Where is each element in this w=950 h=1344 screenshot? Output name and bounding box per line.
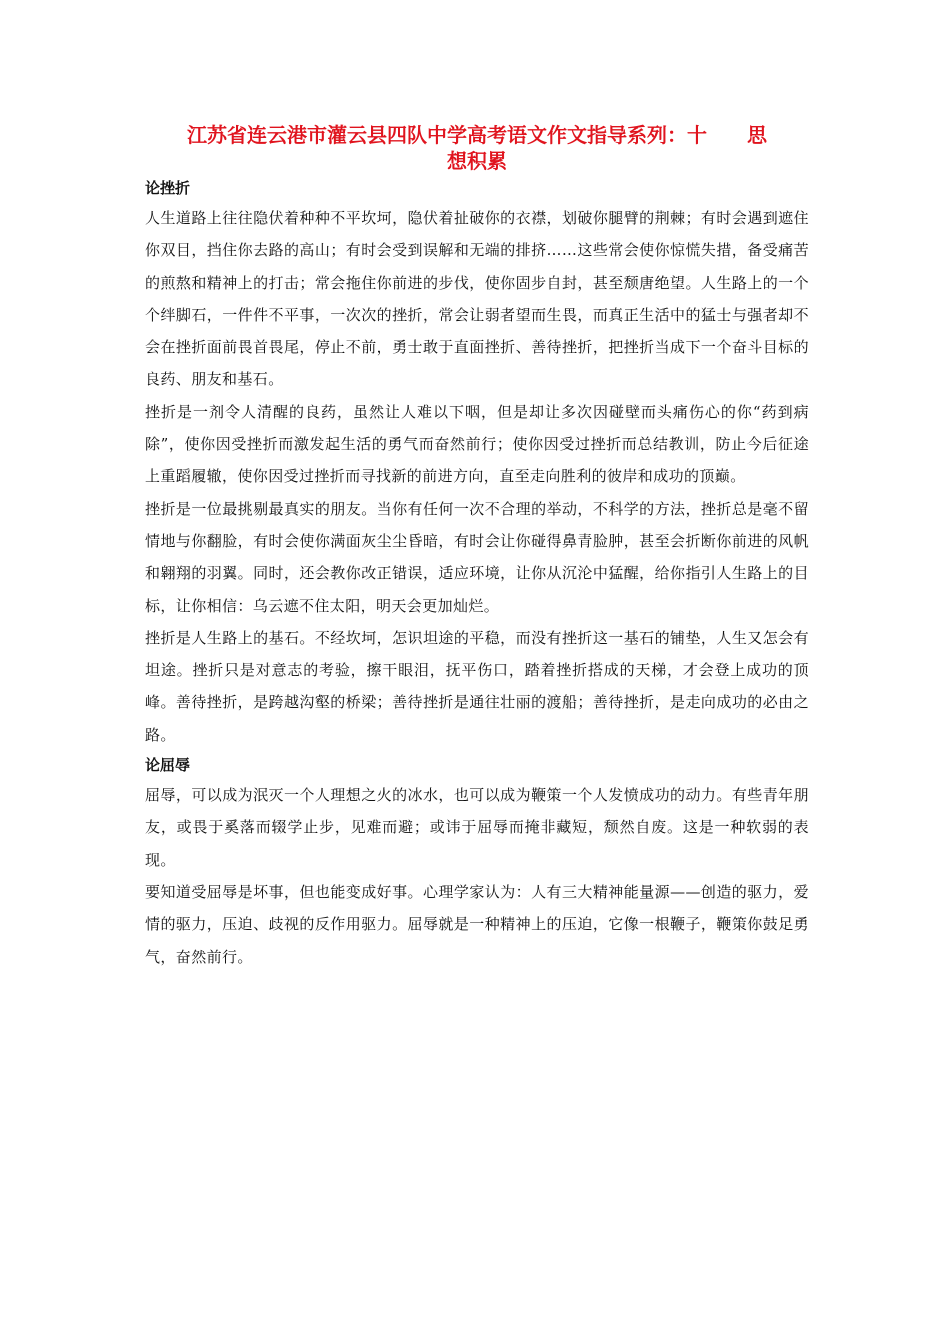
document-title — [145, 122, 809, 174]
section-heading: 论挫折 — [145, 179, 191, 197]
section-on-humiliation — [145, 753, 809, 973]
paragraph: 挫折是一剂令人清醒的良药，虽然让人难以下咽，但是却让多次因碰壁而头痛伤心的你“药到病除”，使你因受挫折而激发起生活的勇气而奋然前行；使你因受过挫折而总结教训，防止今后征途上重蹈履辙，使你因受过挫折而寻找新的前进方向，直至走向胜利的彼岸和成功的顶巅。 — [145, 402, 809, 486]
section-on-setbacks — [145, 176, 809, 751]
paragraph: 要知道受屈辱是坏事，但也能变成好事。心理学家认为：人有三大精神能量源——创造的驱力，爱情的驱力，压迫、歧视的反作用驱力。屈辱就是一种精神上的压迫，它像一根鞭子，鞭策你鼓足勇气，奋然前行。 — [145, 882, 809, 966]
paragraph: 人生道路上往往隐伏着种种不平坎坷，隐伏着扯破你的衣襟，划破你腿臂的荆棘；有时会遇到遮住你双目，挡住你去路的高山；有时会受到误解和无端的排挤……这些常会使你惊慌失措，备受痛苦的煎熬和精神上的打击；常会拖住你前进的步伐，使你固步自封，甚至颓唐绝望。人生路上的一个个绊脚石，一件件不平事，一次次的挫折，常会让弱者望而生畏，而真正生活中的猛士与强者却不会在挫折面前畏首畏尾，停止不前，勇士敢于直面挫折、善待挫折，把挫折当成下一个奋斗目标的良药、朋友和基石。 — [145, 209, 809, 389]
paragraph: 挫折是人生路上的基石。不经坎坷，怎识坦途的平稳，而没有挫折这一基石的铺垫，人生又怎会有坦途。挫折只是对意志的考验，擦干眼泪，抚平伤口，踏着挫折搭成的天梯，才会登上成功的顶峰。善待挫折，是跨越沟壑的桥梁；善待挫折是通往壮丽的渡船；善待挫折，是走向成功的必由之路。 — [145, 628, 809, 744]
document-page — [145, 122, 809, 973]
document-title-line-2: 想积累 — [447, 149, 507, 173]
document-title-line-1: 江苏省连云港市灌云县四队中学高考语文作文指导系列：十 思 — [187, 123, 767, 147]
paragraph: 挫折是一位最挑剔最真实的朋友。当你有任何一次不合理的举动，不科学的方法，挫折总是毫不留情地与你翻脸，有时会使你满面灰尘尘昏暗，有时会让你碰得鼻青脸肿，甚至会折断你前进的风帆和翱翔的羽翼。同时，还会教你改正错误，适应环境，让你从沉沦中猛醒，给你指引人生路上的目标，让你相信：乌云遮不住太阳，明天会更加灿烂。 — [145, 499, 809, 615]
paragraph: 屈辱，可以成为泯灭一个人理想之火的冰水，也可以成为鞭策一个人发愤成功的动力。有些青年朋友，或畏于奚落而辍学止步，见难而避；或讳于屈辱而掩非藏短，颓然自废。这是一种软弱的表现。 — [145, 786, 809, 869]
section-heading: 论屈辱 — [145, 756, 191, 775]
